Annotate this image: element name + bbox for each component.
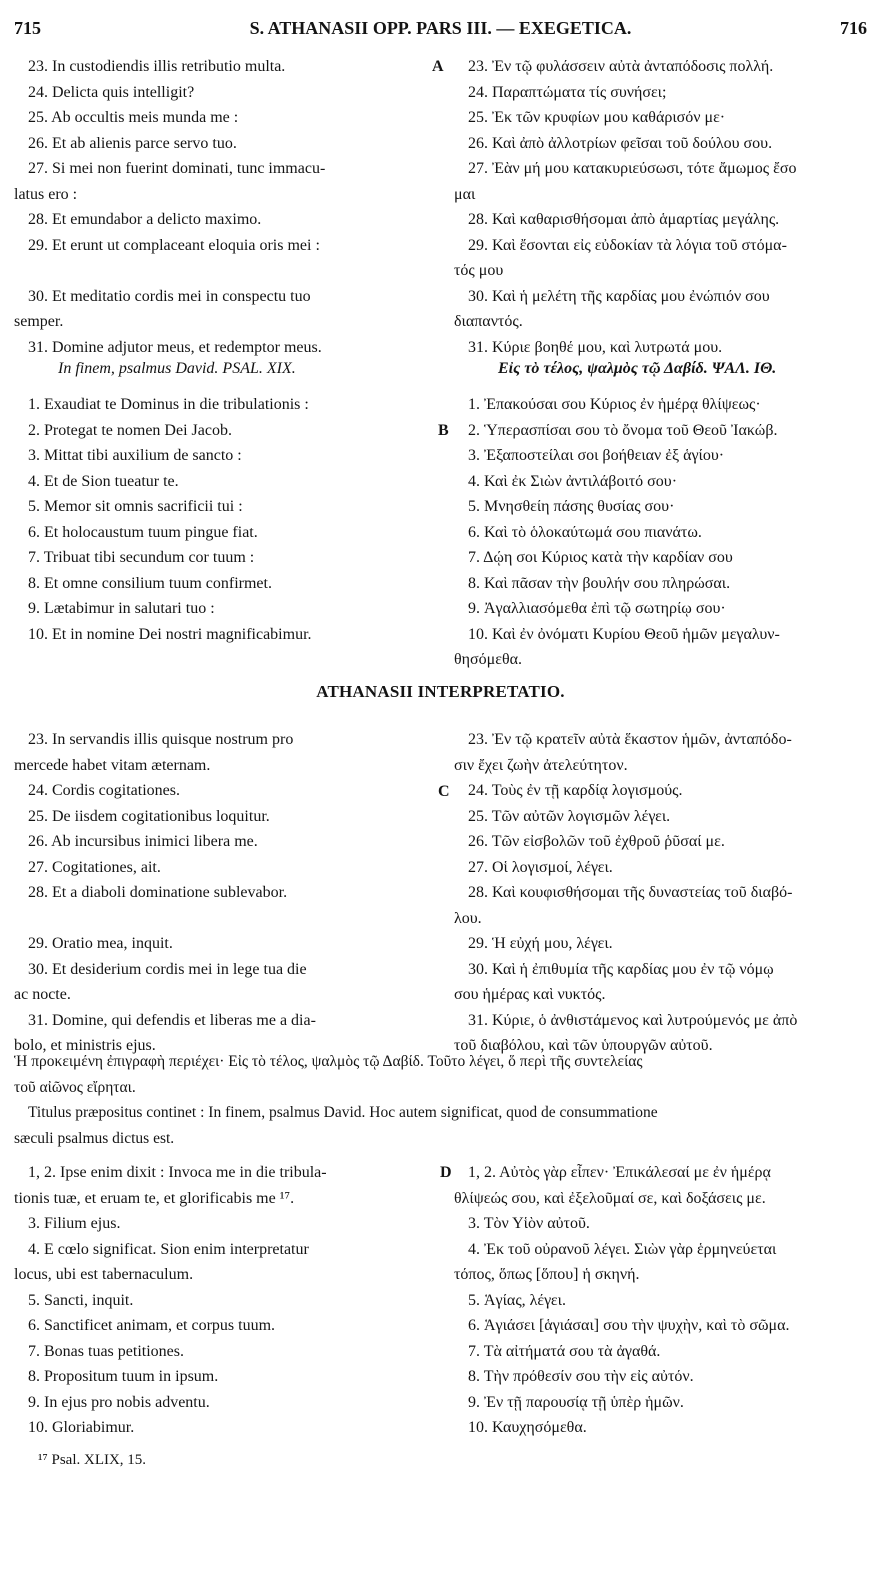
verse-line: 24. Delicta quis intelligit? (28, 83, 195, 101)
verse-line: 26. Et ab alienis parce servo tuo. (28, 134, 237, 152)
verse-line (14, 258, 426, 284)
verse-line: 27. Cogitationes, ait. (28, 858, 161, 876)
verse-line: bolo, et ministris ejus. (14, 1037, 156, 1054)
verse-line: 24. Παραπτώματα τίς συνήσει; (468, 83, 667, 101)
verse-line: τοῦ διαβόλου, καὶ τῶν ὑπουργῶν αὐτοῦ. (454, 1037, 713, 1054)
verse-line: 31. Domine adjutor meus, et redemptor meus. (28, 338, 322, 356)
psalm19-text-block (14, 392, 867, 682)
verse-line: 5. Ἁγίας, λέγει. (468, 1291, 566, 1309)
interpretatio-heading: ATHANASII INTERPRETATIO. (316, 682, 565, 701)
verse-line: 25. De iisdem cogitationibus loquitur. (28, 807, 270, 825)
latin-column (14, 54, 426, 360)
verse-line: 4. Καὶ ἐκ Σιὼν ἀντιλάβοιτό σου· (468, 472, 678, 490)
commentary-verses-block (14, 1160, 867, 1450)
verse-line: 3. Filium ejus. (28, 1215, 121, 1232)
verse-line: λου. (454, 909, 482, 927)
verse-line (14, 906, 426, 932)
title-commentary-block (14, 1049, 867, 1159)
verse-line: 8. Καὶ πᾶσαν τὴν βουλήν σου πληρώσαι. (468, 574, 731, 592)
verse-line: θλίψεώς σου, καὶ ἐξελοῦμαί σε, καὶ δοξάσεις με. (454, 1189, 766, 1207)
verse-line: 29. Καὶ ἔσονται εἰς εὐδοκίαν τὰ λόγια τοῦ στόμα- (468, 236, 787, 254)
verse-line: 1, 2. Αὐτὸς γὰρ εἶπεν· Ἐπικάλεσαί με ἐν ἡμέρᾳ (468, 1164, 771, 1181)
greek-column (454, 727, 867, 1059)
footnote: ¹⁷ Psal. XLIX, 15. (38, 1452, 147, 1468)
running-header (14, 18, 867, 48)
verse-line: 27. Οἱ λογισμοί, λέγει. (468, 858, 613, 876)
running-title: S. ATHANASII OPP. PARS III. — EXEGETICA. (249, 18, 632, 38)
psalm-title-row (14, 356, 867, 384)
verse-line: μαι (454, 185, 476, 203)
greek-title-commentary-line1: Ἡ προκειμένη ἐπιγραφὴ περιέχει· Εἰς τὸ τέλος, ψαλμὸς τῷ Δαβίδ. Τοῦτο λέγει, ὅ περὶ τῆς συντελείας (14, 1053, 643, 1070)
latin-title-commentary-line1: Titulus præpositus continet : In finem, psalmus David. Hoc autem significat, quod de consummatione (28, 1104, 658, 1121)
verse-line: 26. Καὶ ἀπὸ ἀλλοτρίων φεῖσαι τοῦ δούλου σου. (468, 134, 773, 152)
latin-title-commentary-line2: sæculi psalmus dictus est. (14, 1129, 175, 1147)
verse-line: 3. Mittat tibi auxilium de sancto : (28, 447, 242, 464)
greek-column (454, 392, 867, 673)
verse-line: 23. Ἐν τῷ κρατεῖν αὐτὰ ἕκαστον ἡμῶν, ἀνταπόδο- (468, 731, 792, 748)
psalm18-end-block (14, 54, 867, 354)
verse-line: τός μου (454, 262, 504, 279)
verse-line: σου ἡμέρας καὶ νυκτός. (454, 986, 606, 1003)
margin-marker-d: D (440, 1164, 452, 1181)
verse-line: θησόμεθα. (454, 651, 522, 668)
verse-line: 9. Ἀγαλλιασόμεθα ἐπὶ τῷ σωτηρίῳ σου· (468, 600, 726, 617)
verse-line: 7. Tribuat tibi secundum cor tuum : (28, 549, 255, 566)
verse-line: 4. Et de Sion tueatur te. (28, 472, 179, 490)
verse-line: 6. Et holocaustum tuum pingue fiat. (28, 523, 258, 541)
verse-line: 28. Et emundabor a delicto maximo. (28, 211, 262, 228)
verse-line: 9. Lætabimur in salutari tuo : (28, 600, 215, 617)
verse-line: σιν ἔχει ζωὴν ἀτελεύτητον. (454, 756, 628, 774)
verse-line: 5. Sancti, inquit. (28, 1291, 134, 1309)
psalm-title-greek: Εἰς τὸ τέλος, ψαλμὸς τῷ Δαβίδ. ΨΑΛ. ΙΘ. (498, 360, 777, 377)
verse-line: 25. Τῶν αὐτῶν λογισμῶν λέγει. (468, 807, 671, 825)
verse-line: 10. Καυχησόμεθα. (468, 1419, 587, 1436)
verse-line: 26. Ab incursibus inimici libera me. (28, 833, 258, 850)
verse-line: 1. Exaudiat te Dominus in die tribulationis : (28, 396, 309, 413)
left-page-number: 715 (14, 18, 41, 38)
margin-marker-a: A (432, 58, 444, 75)
verse-line: 6. Καὶ τὸ ὁλοκαύτωμά σου πιανάτω. (468, 523, 702, 541)
verse-line: 9. In ejus pro nobis adventu. (28, 1393, 210, 1411)
verse-line: 5. Memor sit omnis sacrificii tui : (28, 498, 243, 515)
footnote-row (14, 1452, 867, 1476)
verse-line: locus, ubi est tabernaculum. (14, 1266, 194, 1283)
verse-line: 28. Et a diaboli dominatione sublevabor. (28, 884, 288, 901)
verse-line: 4. E cœlo significat. Sion enim interpretatur (28, 1240, 309, 1258)
verse-line: 2. Protegat te nomen Dei Jacob. (28, 421, 232, 439)
verse-line: 5. Μνησθείη πάσης θυσίας σου· (468, 498, 675, 515)
verse-line: 3. Ἐξαποστείλαι σοι βοήθειαν ἐξ ἁγίου· (468, 447, 725, 464)
verse-line: 27. Si mei non fuerint dominati, tunc immacu- (28, 160, 326, 177)
verse-line: 7. Δῴη σοι Κύριος κατὰ τὴν καρδίαν σου (468, 549, 733, 566)
verse-line: 27. Ἐὰν μή μου κατακυριεύσωσι, τότε ἄμωμος ἔσο (468, 160, 797, 177)
interpretatio-heading-row (14, 682, 867, 710)
verse-line: 30. Καὶ ἡ ἐπιθυμία τῆς καρδίας μου ἐν τῷ νόμῳ (468, 960, 774, 978)
verse-line: 1, 2. Ipse enim dixit : Invoca me in die tribula- (28, 1164, 327, 1181)
verse-line: 1. Ἐπακούσαι σου Κύριος ἐν ἡμέρᾳ θλίψεως· (468, 396, 761, 413)
verse-line: latus ero : (14, 185, 78, 203)
verse-line: 6. Sanctificet animam, et corpus tuum. (28, 1317, 276, 1334)
verse-line: 31. Domine, qui defendis et liberas me a dia- (28, 1011, 316, 1029)
greek-column (454, 1160, 867, 1441)
verse-line: 29. Oratio mea, inquit. (28, 935, 173, 952)
verse-line: mercede habet vitam æternam. (14, 756, 211, 774)
verse-line: 30. Καὶ ἡ μελέτη τῆς καρδίας μου ἐνώπιόν σου (468, 287, 770, 305)
verse-line: 24. Τοὺς ἐν τῇ καρδίᾳ λογισμούς. (468, 782, 683, 799)
psalm-title-latin: In finem, psalmus David. PSAL. XIX. (58, 360, 296, 377)
verse-line: 8. Τὴν πρόθεσίν σου τὴν εἰς αὐτόν. (468, 1368, 694, 1385)
latin-column (14, 1160, 426, 1441)
verse-line: 8. Propositum tuum in ipsum. (28, 1368, 219, 1385)
verse-line: 10. Et in nomine Dei nostri magnificabimur. (28, 625, 312, 643)
latin-column (14, 392, 426, 647)
verse-line: 30. Et desiderium cordis mei in lege tua die (28, 960, 307, 978)
verse-line: διαπαντός. (454, 313, 523, 330)
right-page-number: 716 (840, 18, 867, 38)
margin-marker-c: C (438, 783, 450, 800)
verse-line: 6. Ἁγιάσει [ἁγιάσαι] σου τὴν ψυχὴν, καὶ τὸ σῶμα. (468, 1317, 790, 1334)
greek-column (454, 54, 867, 360)
verse-line: 3. Τὸν Υἱὸν αὐτοῦ. (468, 1215, 590, 1232)
verse-line: 25. Ἐκ τῶν κρυφίων μου καθάρισόν με· (468, 109, 726, 126)
verse-line: 7. Τὰ αἰτήματά σου τὰ ἀγαθά. (468, 1342, 661, 1360)
verse-line: 31. Κύριε βοηθέ μου, καὶ λυτρωτά μου. (468, 338, 723, 356)
verse-line: semper. (14, 313, 64, 330)
verse-line: 28. Καὶ καθαρισθήσομαι ἀπὸ ἁμαρτίας μεγάλης. (468, 211, 780, 228)
verse-line: 7. Bonas tuas petitiones. (28, 1342, 184, 1360)
verse-line: 28. Καὶ κουφισθήσομαι τῆς δυναστείας τοῦ διαβό- (468, 884, 793, 901)
greek-title-commentary-line2: τοῦ αἰῶνος εἴρηται. (14, 1078, 136, 1096)
margin-marker-b: B (438, 422, 449, 439)
verse-line: 23. Ἐν τῷ φυλάσσειν αὐτὰ ἀνταπόδοσις πολλή. (468, 58, 774, 75)
verse-line: 10. Καὶ ἐν ὀνόματι Κυρίου Θεοῦ ἡμῶν μεγαλυν- (468, 625, 780, 643)
verse-line: τόπος, ὅπως [ὅπου] ἡ σκηνή. (454, 1266, 640, 1283)
verse-line: 8. Et omne consilium tuum confirmet. (28, 574, 272, 592)
verse-line: 23. In servandis illis quisque nostrum pro (28, 731, 294, 748)
verse-line: 25. Ab occultis meis munda me : (28, 109, 239, 126)
verse-line: 29. Et erunt ut complaceant eloquia oris mei : (28, 236, 320, 254)
verse-line: 10. Gloriabimur. (28, 1419, 135, 1436)
verse-line: 31. Κύριε, ὁ ἀνθιστάμενος καὶ λυτρούμενός με ἀπὸ (468, 1011, 798, 1029)
verse-line: 29. Ἡ εὐχή μου, λέγει. (468, 935, 613, 952)
latin-column (14, 727, 426, 1059)
verse-line: 2. Ὑπερασπίσαι σου τὸ ὄνομα τοῦ Θεοῦ Ἰακώβ. (468, 421, 778, 439)
verse-line: 9. Ἐν τῇ παρουσίᾳ τῇ ὑπὲρ ἡμῶν. (468, 1393, 684, 1411)
interpretatio-block (14, 727, 867, 1054)
verse-line: 4. Ἐκ τοῦ οὐρανοῦ λέγει. Σιὼν γὰρ ἑρμηνεύεται (468, 1240, 777, 1258)
verse-line: 26. Τῶν εἰσβολῶν τοῦ ἐχθροῦ ῥῦσαί με. (468, 833, 725, 850)
verse-line: ac nocte. (14, 986, 71, 1003)
verse-line: 23. In custodiendis illis retributio multa. (28, 58, 286, 75)
verse-line: 30. Et meditatio cordis mei in conspectu tuo (28, 287, 311, 305)
verse-line: 24. Cordis cogitationes. (28, 782, 180, 799)
verse-line: tionis tuæ, et eruam te, et glorificabis me ¹⁷. (14, 1189, 295, 1207)
